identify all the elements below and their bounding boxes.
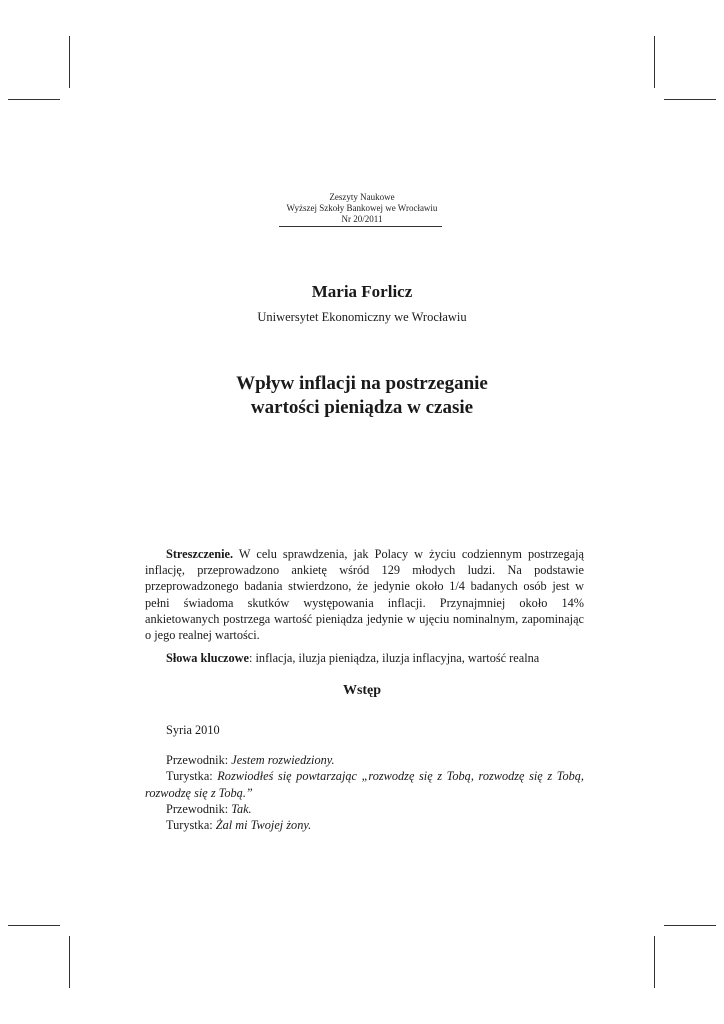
paper-title [0, 372, 724, 420]
crop-mark [654, 36, 655, 88]
author-name: Maria Forlicz [311, 282, 413, 301]
journal-header [0, 192, 724, 225]
keywords [145, 650, 584, 666]
journal-issue: Nr 20/2011 [341, 214, 383, 224]
header-rule [279, 226, 442, 227]
crop-mark [69, 36, 70, 88]
abstract [145, 546, 584, 666]
crop-mark [8, 99, 60, 100]
section-heading: Wstęp [342, 683, 382, 698]
journal-publisher: Wyższej Szkoły Bankowej we Wrocławiu [286, 203, 438, 213]
title-line: Wpływ inflacji na postrzeganie [236, 373, 488, 394]
speaker: Przewodnik: [166, 753, 232, 768]
crop-mark [664, 925, 716, 926]
speaker: Turystka: [166, 769, 218, 784]
keywords-label: Słowa kluczowe [166, 651, 250, 666]
abstract-paragraph [145, 546, 584, 643]
abstract-text: W celu sprawdzenia, jak Polacy w życiu codziennym postrzegają inflację, przeprowadzono ankietę wśród 129 młodych ludzi. Na podstawie przeprowadzonego badania stwierdzono, że jedynie około 1/4 badanych osób jest w pełni świadoma skutków występowania inflacji. Przynajmniej około 14% ankietowanych postrzega wartość pieniądza jedynie w ujęciu nominalnym, zapominając o jego realnej wartości. [145, 547, 584, 643]
author-affiliation: Uniwersytet Ekonomiczny we Wrocławiu [257, 310, 467, 324]
crop-mark [664, 99, 716, 100]
journal-name: Zeszyty Naukowe [329, 192, 395, 202]
dialogue-text: Tak. [231, 801, 252, 816]
dialogue-line [145, 752, 584, 768]
place-date: Syria 2010 [166, 723, 220, 737]
dialogue-text: Żal mi Twojej żony. [215, 818, 312, 833]
title-line: wartości pieniądza w czasie [250, 397, 474, 418]
keywords-text: : inflacja, iluzja pieniądza, iluzja inflacyjna, wartość realna [249, 651, 540, 666]
dialogue-line [145, 817, 584, 833]
abstract-label: Streszczenie. [166, 547, 234, 561]
dialogue-line [145, 768, 584, 800]
dialogue-text: Jestem rozwiedziony. [231, 753, 335, 768]
crop-mark [654, 936, 655, 988]
dialogue-line [145, 801, 584, 817]
dialogue-text: Rozwiodłeś się powtarzając „rozwodzę się z Tobą, rozwodzę się z Tobą, rozwodzę się z Tobą.” [145, 769, 584, 800]
speaker: Turystka: [166, 818, 216, 833]
speaker: Przewodnik: [166, 801, 232, 816]
crop-mark [8, 925, 60, 926]
intro-section [145, 722, 584, 833]
crop-mark [69, 936, 70, 988]
